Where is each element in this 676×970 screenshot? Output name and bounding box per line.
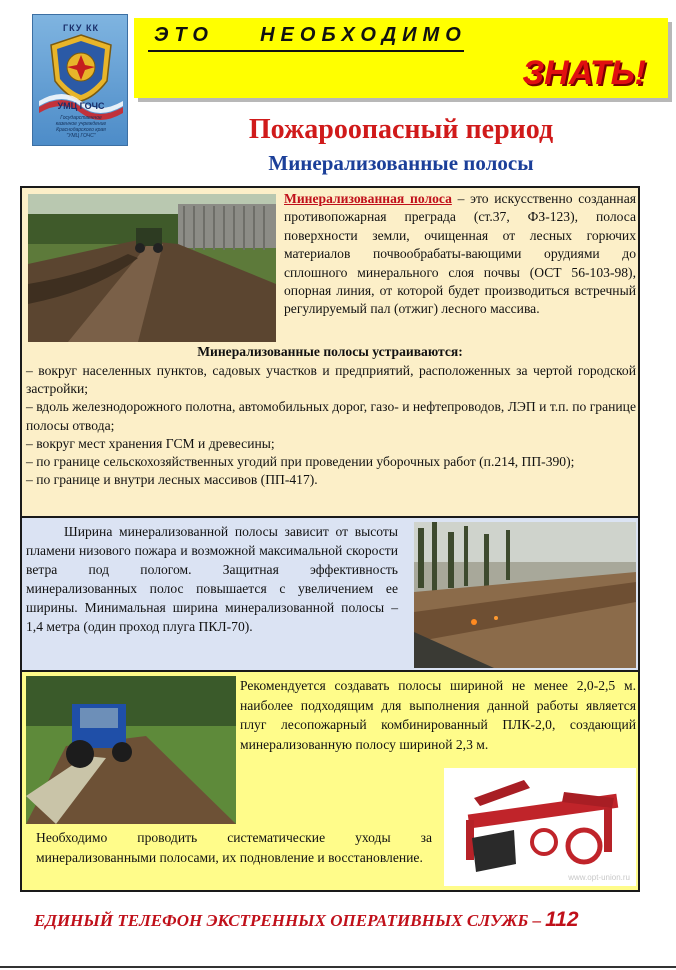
section-width [20, 518, 640, 672]
blue-tractor-photo [26, 676, 236, 824]
list-item: – вокруг мест хранения ГСМ и древесины; [26, 435, 275, 451]
placement-list [26, 362, 636, 489]
logo-top-text: ГКУ КК [63, 23, 99, 33]
section-recommendation [20, 672, 640, 892]
emblem-logo [32, 14, 128, 146]
list-item: – по границе сельскохозяйственных угодий при проведении уборочных работ (п.214, ПП-390); [26, 454, 575, 470]
maintenance-paragraph: Необходимо проводить систематические уходы за минерализованными полосами, их подновление и восстановление. [36, 830, 432, 865]
logo-caption-line: Краснодарского края [56, 127, 106, 133]
list-item: – по границе и внутри лесных массивов (ПП-417). [26, 472, 318, 488]
logo-caption [37, 115, 125, 139]
page-title: Пожароопасный период [248, 114, 554, 145]
bottom-divider [0, 966, 676, 968]
width-paragraph: Ширина минерализованной полосы зависит от высоты пламени низового пожара и возможной максимальной скорости ветра под пологом. Защитная эффективность минерализованных полос повышается с увеличением ее ширины. Минимальная ширина минерализованной полосы – 1,4 метра (один проход плуга ПКЛ-70). [26, 524, 398, 634]
banner-underline [148, 50, 464, 52]
logo-caption-line: "УМЦ ГОЧС" [66, 133, 96, 139]
recommendation-paragraph: Рекомендуется создавать полосы шириной не менее 2,0-2,5 м. наиболее подходящим для выполнения данной работы является плуг лесопожарный комбинированный ПЛК-2,0, создающий минерализованную полосу шириной 2,3 м. [240, 678, 636, 752]
plow-photo [444, 768, 636, 886]
page-subtitle: Минерализованные полосы [268, 151, 534, 175]
list-item: – вокруг населенных пунктов, садовых участков и предприятий, расположенных за чертой городской застройки; [26, 363, 636, 397]
section-definition [20, 186, 640, 518]
tractor-plowing-photo [28, 194, 276, 342]
banner-znat-text: ЗНАТЬ! [522, 54, 646, 92]
banner-top-text: ЭТО НЕОБХОДИМО [154, 24, 467, 46]
definition-term: Минерализованная полоса [284, 191, 452, 206]
list-title: Минерализованные полосы устраиваются: [197, 344, 463, 359]
definition-text: – это искусственно созданная противопожарная преграда (ст.37, ФЗ-123), полоса поверхности земли, очищенная от лесных горючих материалов почвообрабаты-вающими орудиями до сплошного минерального слоя почвы (ОСТ 56-103-98), опорная линия, от которой будет производиться встречный регулируемый пал (отжиг) лесного массива. [284, 191, 636, 317]
logo-bottom-text: УМЦ ГОЧС [57, 101, 105, 111]
footer-text: ЕДИНЫЙ ТЕЛЕФОН ЭКСТРЕННЫХ ОПЕРАТИВНЫХ СЛУЖБ – [34, 911, 542, 930]
logo-caption-line: казенное учреждение [55, 121, 107, 127]
emergency-phone-footer [34, 908, 579, 932]
header-banner [134, 18, 668, 98]
photo-watermark: www.opt-union.ru [568, 873, 630, 882]
list-item: – вдоль железнодорожного полотна, автомобильных дорог, газо- и нефтепроводов, ЛЭП и т.п. по границе полосы отвода; [26, 399, 636, 433]
burnt-strip-photo [414, 522, 636, 668]
emergency-number: 112 [545, 908, 579, 931]
logo-caption-line: Государственное [60, 115, 102, 121]
definition-paragraph [284, 190, 636, 319]
red-plow-icon [444, 768, 636, 886]
